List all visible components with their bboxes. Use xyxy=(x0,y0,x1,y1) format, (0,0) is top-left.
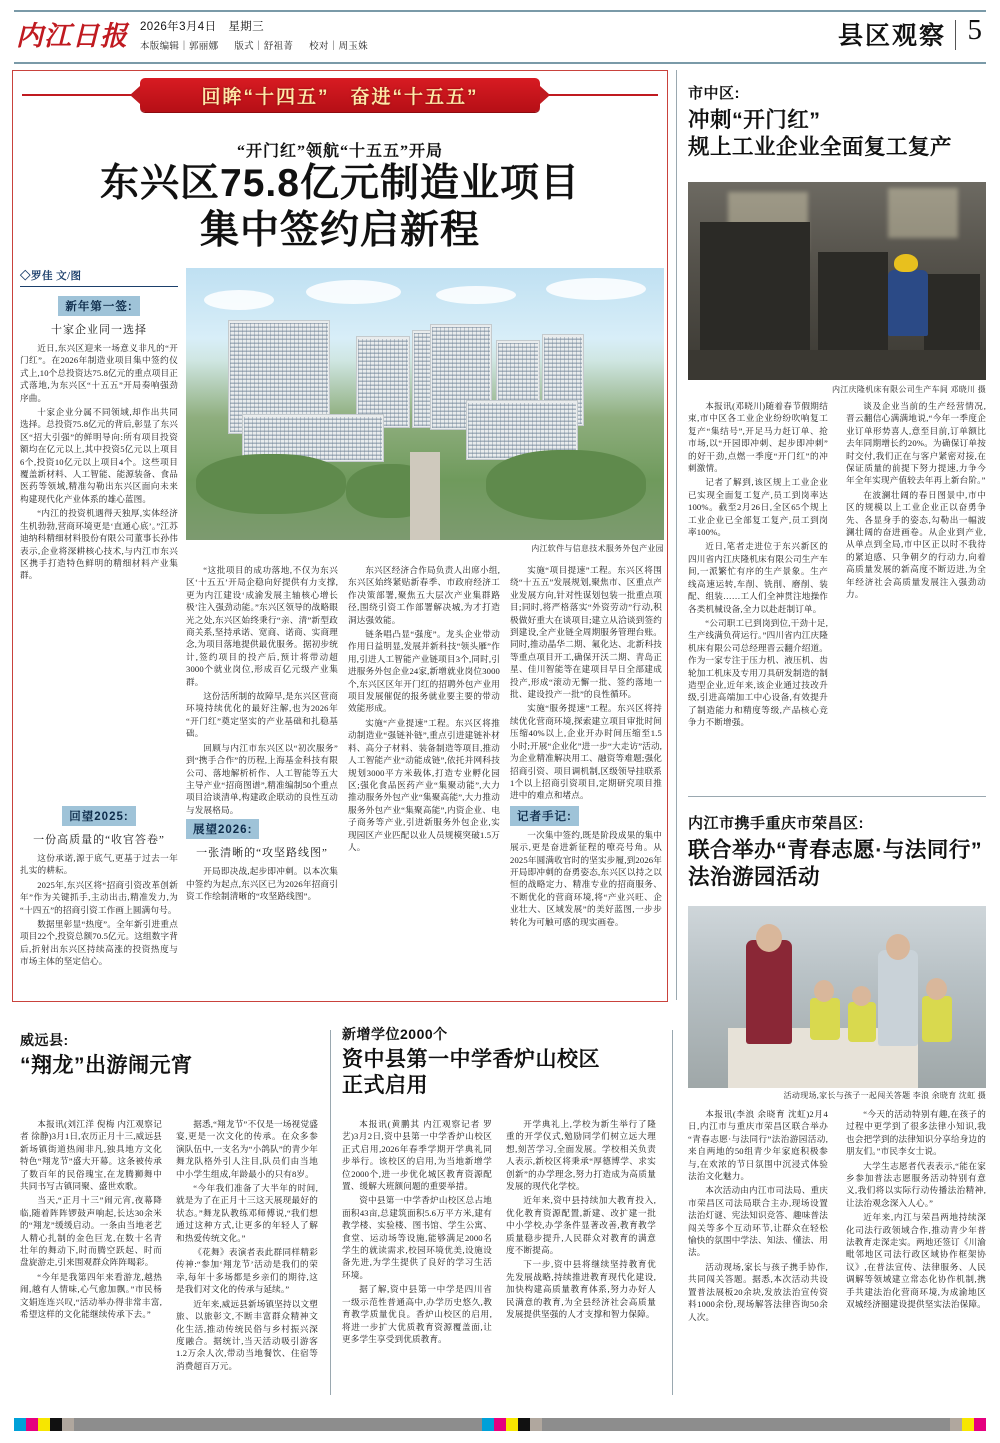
right-top-headline-line1: 冲刺“开门红” xyxy=(688,108,821,132)
paragraph: 这份活所制的故障早,是东兴区营商环境持续优化的最好注解,也为2026年“开门红”奠定坚实的产业基础和扎稳基础。 xyxy=(186,691,338,739)
publication-date: 2026年3月4日 星期三 xyxy=(140,21,265,33)
section-label-new-year: 新年第一签: xyxy=(58,296,139,316)
right-bottom-photo-image xyxy=(688,906,986,1088)
paragraph: 大学生志愿者代表表示,“能在家乡参加普法志愿服务活动特别有意义,我们将以实际行动传播法治精神,让法治观念深入人心。” xyxy=(846,1160,986,1208)
right-top-photo-image xyxy=(688,182,986,380)
page-number: 5 xyxy=(967,14,982,46)
paragraph: 回顾与内江市东兴区以“初次服务”到“携手合作”的历程,上海基金科技有限公司、落地解析析作、人工智能等五大主导产业“招商图谱”,精准编制50个重点项目洽谈清单,构建政企联动的良性互动与发展格局。 xyxy=(186,742,338,815)
section-subtitle-outlook-2026: 一张清晰的“攻坚路线图” xyxy=(196,847,328,860)
section-label-review-2025: 回望2025: xyxy=(62,806,135,826)
credit-layout: 版式｜舒祖菁 xyxy=(234,41,294,52)
credit-proofreader: 校对｜周玉姝 xyxy=(309,41,368,52)
reg-segment xyxy=(50,1418,62,1431)
paragraph: “今年是我第四年来看游龙,越热闹,越有人情味,心气愈加飘。”市民杨文娟连连兴叹,“活动举办得非常丰富,希望这样的文化能继续传承下去。” xyxy=(20,1271,162,1320)
right-top-body-col-2 xyxy=(846,400,986,790)
bottom-divider-2 xyxy=(672,1030,673,1395)
reg-segment xyxy=(14,1418,26,1431)
feature-column-3 xyxy=(348,564,500,994)
paragraph: 本报讯(邓晓川)随着春节假期结束,市中区各工业企业纷纷吹响复工复产“集结号”,开足马力赶订单、抢市场,以“开园即冲刺、起步即冲刺”的好干劲,点燃一季度“开门红”的冲刺激情。 xyxy=(688,401,828,474)
reg-segment xyxy=(974,1418,986,1431)
campaign-banner xyxy=(22,78,658,112)
paragraph: 谈及企业当前的生产经营情况,晋云翻信心满满地说,“今年一季度企业订单形势喜人,意至目前,订单额比去年同期增长约20%。为确保订单按时交付,我们正在与客户紧密对接,在保证质量的前提下努力提速,力争今年全年实现产值较去年再上新台阶。” xyxy=(846,401,986,486)
paragraph: “今年我们准备了大半年的时间,就是为了在正月十三这天展现最好的状态。”舞龙队教练邓师傅说,“我们想通过这种方式,让更多的年轻人了解和热爱传统文化。” xyxy=(176,1183,318,1243)
bottom-left-headline: “翔龙”出游闹元宵 xyxy=(20,1054,193,1077)
right-bottom-kicker: 内江市携手重庆市荣昌区: xyxy=(688,815,864,832)
feature-headline xyxy=(22,160,658,254)
masthead xyxy=(14,10,986,62)
banner-text: 回眸“十四五” 奋进“十五五” xyxy=(201,86,479,108)
column-divider-main xyxy=(676,70,677,1000)
right-top-article xyxy=(688,82,986,161)
paragraph: 活动现场,家长与孩子携手协作,共同闯关答题。据悉,本次活动共设置普法展板20余块,发放法治宣传资料1000余份,现场解答法律咨询50余人次。 xyxy=(688,1261,828,1322)
feature-photo xyxy=(186,268,664,540)
right-top-headline-line2: 规上工业企业全面复工复产 xyxy=(688,135,953,159)
feature-headline-line1: 东兴区75.8亿元制造业项目 xyxy=(100,162,580,205)
banner-right-cap-icon xyxy=(540,86,550,104)
reg-segment xyxy=(530,1418,542,1431)
right-top-photo xyxy=(688,182,986,380)
reg-segment xyxy=(506,1418,518,1431)
credit-editor: 本版编辑｜郭丽娜 xyxy=(140,41,219,52)
bottom-mid-body-col-1 xyxy=(342,1118,492,1393)
feature-kicker: “开门红”领航“十五五”开局 xyxy=(236,143,443,160)
paragraph: “这批项目的成功落地,不仅为东兴区‘十五五’开局企稳向好提供有力支撑,更为内江建设‘成渝发展主轴核心增长极’注入强劲动能。”东兴区领导的战略眼光之处,东兴区始终秉行“亲、清”新型政商关系,坚持承诺、宽商、诺商、实商理念,为项目落地提供最优服务。据初步统计,签约项目的投产后,预计将带动超3000个就业岗位,形成百亿元级产业集群。 xyxy=(186,565,338,687)
paragraph: 本报讯(黄鹏其 内江观察记者 罗艺)3月2日,资中县第一中学香炉山校区正式启用,2026年春季学期开学典礼同步举行。该校区的启用,为当地新增学位2000个,进一步优化城区教育资源配置、缓解大班额问题的重要举措。 xyxy=(342,1119,492,1192)
reg-segment xyxy=(26,1418,38,1431)
paragraph: 2025年,东兴区将“招商引资改革创新年”作为关键抓手,主动出击,精准发力,为“十四五”的招商引资工作画上圆满句号。 xyxy=(20,879,178,915)
reg-segment xyxy=(494,1418,506,1431)
bottom-left-body-col-1 xyxy=(20,1118,162,1393)
color-registration-bar xyxy=(14,1418,986,1431)
section-subtitle-new-year: 十家企业同一选择 xyxy=(51,324,147,336)
paragraph: 开学典礼上,学校为新生举行了隆重的开学仪式,勉励同学们树立远大理想,刻苦学习,全面发展。学校相关负责人表示,新校区将秉承“厚德博学、求实创新”的办学理念,努力打造成为高质量发展的现代化学校。 xyxy=(506,1119,656,1192)
reg-segment xyxy=(38,1418,50,1431)
paragraph: 记者了解到,该区规上工业企业已实现全面复工复产,员工到岗率达100%。截至2月26日,全区65个规上工业企业已全部复工复产,员工到岗率100%。 xyxy=(688,477,828,538)
paragraph: 实施“项目提速”工程。东兴区将围绕“十五五”发展规划,聚焦市、区重点产业发展方向,针对性谋划包装一批重点项目;同时,将严格落实“外资劳动”行动,积极做好重大在谈项目;建立从洽谈到签约到建设,全产业链全周期服务管理台账。同时,推动晶华二期、氟化达、北新科技等重点项目开工,确保开沃二期、青岛正星、佳川智能等在建项目早日全部建成投产,形成“滚动无懈一批、签约落地一批、建设投产一批”的良性循环。 xyxy=(510,565,662,700)
reg-segment xyxy=(542,1418,949,1431)
reporter-note-text: 一次集中签约,既是阶段成果的集中展示,更是奋进新征程的嘹亮号角。从2025年圆满收官时的坚实步履,到2026年开局即冲刺的奋勇姿态,东兴区以持之以恒的战略定力、精准专业的招商服务、不断优化的营商环境,将“产业兴旺、企业壮大、区域发展”的美好蓝图,一步步转化为可触可感的现实画卷。 xyxy=(510,829,662,927)
right-bottom-headline-line2: 法治游园活动 xyxy=(688,865,821,889)
section-subtitle-review-2025: 一份高质量的“收官答卷” xyxy=(33,834,165,846)
paragraph: 近日,笔者走进位于东兴新区的四川省内江庆隆机床有限公司生产车间,一派繁忙有序的生产景象。生产线高速运转,车削、铣削、磨削、装配、组装……工人们全神贯注地操作各类机械设备,全力以赴赶制订单。 xyxy=(688,541,828,614)
bottom-left-kicker: 威远县: xyxy=(20,1032,69,1048)
reg-segment xyxy=(74,1418,481,1431)
bottom-mid-headline-line2: 正式启用 xyxy=(342,1074,428,1097)
paragraph: 《花舞》表演者表此群同样精彩传神:“参加‘翔龙节’活动是我们的荣幸,每年十多场都是乡亲们的期待,这是我们对文化的传承与延续。” xyxy=(176,1247,318,1295)
paragraph: 近年来,威远县新场镇坚持以文塑旅、以旅彰文,不断丰富群众精神文化生活,推动传统民俗与乡村振兴深度融合。据统计,当天活动吸引游客1.2万余人次,带动当地餐饮、住宿等消费超百万元。 xyxy=(176,1298,318,1371)
right-top-kicker: 市中区: xyxy=(688,85,740,102)
reporter-note-box xyxy=(510,806,662,928)
paragraph: “内江的投资机遇得天独厚,实体经济生机勃勃,营商环境更是‘直通心底’。”江苏迪纳科精细材料股份有限公司董事长孙伟表示,企业将深耕核心技术,与内江市东兴区携手打造特色鲜明的精细材料产业集群。 xyxy=(20,508,178,581)
paragraph: 据了解,资中县第一中学是四川省一级示范性普通高中,办学历史悠久,教育教学质量优良。香炉山校区的启用,将进一步扩大优质教育资源覆盖面,让更多学生享受到优质教育。 xyxy=(342,1284,492,1344)
paragraph: 据悉,“翔龙节”不仅是一场视觉盛宴,更是一次文化的传承。在众多参演队伍中,一支名为“小鸽队”的青少年舞龙队格外引人注目,队员们由当地中小学生组成,年龄最小的只有8岁。 xyxy=(176,1119,318,1179)
paragraph: 本报讯(刘江洋 倪梅 内江观察记者 徐静)3月1日,农历正月十三,威远县新场镇街道热闹非凡,独具地方文化特色“翔龙节”盛大开幕。这条被传承了数百年的民俗瑰宝,在龙腾狮舞中共同书写古镇同聚、盛世欢歌。 xyxy=(20,1119,162,1192)
section-label-wrap-2 xyxy=(20,806,178,829)
right-top-headline xyxy=(688,107,986,161)
bottom-left-article xyxy=(20,1030,320,1079)
paragraph: 链条唱凸显“强度”。龙头企业带动作用日益明显,发展并新科技“领头雁”作用,引进人工智能产业链项目3个,同时,引进服务外包企业24家,新增就业岗位3000个,东兴区区年开门红的招聘外包产业用项目发展催促的报务就业要主要的带动效能形成。 xyxy=(348,629,500,714)
paragraph: 这份承诺,源于底气,更基于过去一年扎实的耕耘。 xyxy=(20,853,178,876)
masthead-top-rule xyxy=(14,10,986,12)
right-top-body-col-1 xyxy=(688,400,828,790)
paragraph: 资中县第一中学香炉山校区总占地面积43亩,总建筑面积5.6万平方米,建有教学楼、实验楼、图书馆、学生公寓、食堂、运动场等设施,能够满足2000名学生的就读需求,校园环境优美,设施设备先进,为学生提供了良好的学习生活环境。 xyxy=(342,1195,492,1280)
section-title: 县区观察 xyxy=(837,22,946,50)
feature-column-2 xyxy=(186,564,338,994)
section-label-wrap-3 xyxy=(186,819,338,842)
bottom-mid-headline xyxy=(342,1047,660,1099)
paragraph: “今天的活动特别有趣,在孩子的过程中更学到了很多法律小知识,我也会把学到的法律知识分享给身边的朋友们。”市民李女士说。 xyxy=(846,1109,986,1157)
banner-plate xyxy=(140,78,540,112)
right-column-divider xyxy=(688,796,986,797)
bottom-left-body-col-2 xyxy=(176,1118,318,1393)
paragraph: “公司职工已到岗到位,干劲十足,生产线满负荷运行。”四川省内江庆隆机床有限公司总经理晋云翻介绍道。作为一家专注于压力机、液压机、齿轮加工机床及专用刀具研发制造的制造型企业,近年来,该企业通过技改升级,引进高端加工中心设备,有效提升了制造能力和精度等级,产品核心竞争力不断增强。 xyxy=(688,617,828,728)
bottom-mid-headline-line1: 资中县第一中学香炉山校区 xyxy=(342,1048,600,1071)
masthead-meta xyxy=(140,18,560,52)
paragraph: 十家企业分属不同领域,却作出共同选择。总投资75.8亿元的背后,彰显了东兴区“招大引强”的鲜明导向:所有项目投资额均在亿元以上,其中投资5亿元以上项目6个,投资10亿元以上项目4个。这些项目覆盖新材料、人工智能、能源装备、食品医药等领域,精准勾勒出东兴区面向未来构建现代化产业体系的雄心蓝图。 xyxy=(20,407,178,504)
bottom-divider-1 xyxy=(330,1030,331,1395)
feature-photo-image xyxy=(186,268,664,540)
reporter-note-label: 记者手记: xyxy=(510,806,579,826)
right-bottom-headline xyxy=(688,837,986,891)
right-bottom-photo-caption: 活动现场,家长与孩子一起闯关答题 李浪 余晓育 沈虹 摄 xyxy=(783,1091,986,1100)
reg-segment xyxy=(62,1418,74,1431)
reg-segment xyxy=(482,1418,494,1431)
feature-column-1-lower xyxy=(20,806,178,996)
paragraph: 近年来,资中县持续加大教育投入,优化教育资源配置,新建、改扩建一批中小学校,办学条件显著改善,教育教学质量稳步提升,人民群众对教育的满意度不断提高。 xyxy=(506,1195,656,1256)
paragraph: 实施“服务提速”工程。东兴区将持续优化营商环境,探索建立项目审批时间压缩40%以上,企业开办时间压缩至1.5小时;开展“企业化”进一步“大走访”活动,为企业精准解决用工、融资等难题;强化招商引资、项目调机制,区级领导挂联系1个以上招商引资项目,定期研究项目推进中的难点和堵点。 xyxy=(510,703,662,801)
feature-column-4 xyxy=(510,564,662,994)
section-label-wrap-1 xyxy=(20,296,178,319)
paragraph: 近日,东兴区迎来一场意义非凡的“开门红”。在2026年制造业项目集中签约仪式上,10个总投资达75.8亿元的重点项目正式落地,为东兴区“十五五”开局奏响强劲序曲。 xyxy=(20,343,178,403)
paragraph: 当天,“正月十三”闹元宵,夜幕降临,随着阵阵锣鼓声响起,长达30余米的“翔龙”缓缓启动。一条由当地老艺人精心扎制的金色巨龙,在数十名青壮年的舞动下,时而腾空跃起、时而盘旋游走,引来围观群众阵阵喝彩。 xyxy=(20,1195,162,1268)
banner-left-cap-icon xyxy=(130,86,140,104)
note-label-wrap xyxy=(510,806,662,829)
paragraph: 近年来,内江与荣昌两地持续深化司法行政领域合作,推动青少年普法教育走深走实。两地还签订《川渝毗邻地区司法行政区域协作框架协议》,在普法宣传、法律服务、人民调解等领域建立常态化协作机制,携手共建法治化营商环境,为成渝地区双城经济圈建设提供坚实法治保障。 xyxy=(846,1212,986,1310)
paragraph: 数据里彰显“热度”。全年新引进重点项目22个,投资总额70.5亿元。这组数字背后,折射出东兴区持续高涨的投资热度与市场主体的坚定信心。 xyxy=(20,919,178,967)
reg-segment xyxy=(950,1418,962,1431)
feature-photo-caption: 内江软件与信息技术服务外包产业园 xyxy=(531,544,664,553)
paragraph: 开局即决战,起步即冲刺。以本次集中签约为起点,东兴区已为2026年招商引资工作绘制清晰的“攻坚路线图”。 xyxy=(186,866,338,901)
right-bottom-article xyxy=(688,812,986,891)
bottom-mid-body-col-2 xyxy=(506,1118,656,1393)
right-bottom-headline-line1: 联合举办“青春志愿·与法同行” xyxy=(688,838,983,862)
bottom-mid-article xyxy=(342,1024,660,1099)
right-top-photo-caption: 内江庆隆机床有限公司生产车间 邓晓川 摄 xyxy=(832,385,986,394)
newspaper-logo: 内江日报 xyxy=(16,21,128,51)
reg-segment xyxy=(518,1418,530,1431)
feature-headline-line2: 集中签约启新程 xyxy=(199,209,480,252)
paragraph: 下一步,资中县将继续坚持教育优先发展战略,持续推进教育现代化建设,加快构建高质量教育体系,努力办好人民满意的教育,为全县经济社会高质量发展提供坚强的人才支撑和智力保障。 xyxy=(506,1259,656,1320)
right-bottom-photo xyxy=(688,906,986,1088)
masthead-credits xyxy=(140,38,560,52)
masthead-bottom-rule xyxy=(14,62,986,64)
paragraph: 在波澜壮阔的春日图景中,市中区的规模以上工业企业正以奋勇争先、各显身手的姿态,勾勒出一幅波澜壮阔的奋进画卷。从企业到产业,从单点到全局,市中区正以时不我待的紧迫感、只争朝夕的行动力,向着高质量发展的新高度不断迈进,为全年经济社会高质量发展注入强劲动力。 xyxy=(846,489,986,600)
paragraph: 东兴区经济合作局负责人出席小组,东兴区始终紧贴新春季、市政府经济工作决策部署,聚焦五大层次产业集群路径,围绕引资工作部署解决城,为才打造洞达强效能。 xyxy=(348,565,500,625)
paragraph: 本报讯(李浪 余晓育 沈虹)2月4日,内江市与重庆市荣昌区联合举办“青春志愿·与法同行”法治游园活动,来自两地的50组青少年家庭积极参与,在欢浓的节日氛围中沉浸式体验法治文化魅力。 xyxy=(688,1109,828,1182)
paragraph: 本次活动由内江市司法局、重庆市荣昌区司法局联合主办,现场设置法治灯谜、宪法知识竞答、趣味普法闯关等多个互动环节,让群众在轻松愉快的氛围中学法、知法、懂法、用法。 xyxy=(688,1185,828,1258)
right-bottom-body-col-2 xyxy=(846,1108,986,1393)
paragraph: 实施“产业提速”工程。东兴区将推动制造业“强链补链”,重点引进建链补材料、高分子材料、装备制造等项目,推动人工智能产业“动能成链”,依托并网科技规划3000平方米载体,打造专业孵化园区;强化食品医药产业“集聚动能”,大力推动服务外包产业“集聚高能”,大力推动服务外包产业“集聚高能”,内资企业、电子商务等产业,引进新服务外包企业,实现园区产业匹配以业人员规模突破1.5万人。 xyxy=(348,717,500,852)
bottom-mid-kicker: 新增学位2000个 xyxy=(342,1026,448,1042)
reg-segment xyxy=(962,1418,974,1431)
feature-byline: ◇罗佳 文/图 xyxy=(20,268,178,287)
right-bottom-body-col-1 xyxy=(688,1108,828,1393)
section-label-outlook-2026: 展望2026: xyxy=(186,819,259,839)
section-divider xyxy=(955,20,956,50)
